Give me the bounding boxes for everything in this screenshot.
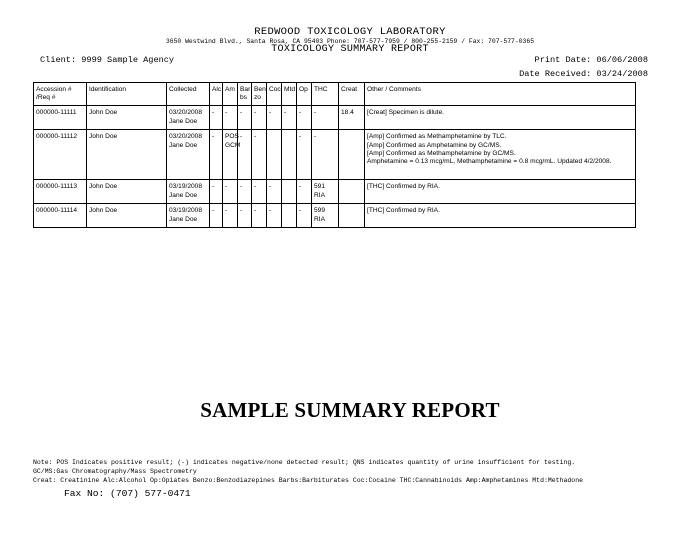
collected-cell [167, 180, 210, 204]
collected-date: 03/20/2008 [169, 109, 203, 117]
column-header: Ben zo [252, 83, 267, 106]
legend-note: GC/MS:Gas Chromatography/Mass Spectrometry [33, 468, 197, 475]
column-header: THC [312, 83, 339, 106]
comment-line: [Amp] Confirmed as Methamphetamine by TLC. [367, 133, 507, 141]
mtd-result: - [282, 106, 297, 130]
legend-note: Note: POS Indicates positive result; (-) indicates negative/none detected result; QNS indicates quantity of urine insufficient for testing. [33, 459, 576, 466]
comments-cell [365, 180, 636, 204]
table-row [34, 130, 636, 180]
client-name: Client: 9999 Sample Agency [40, 55, 175, 65]
lab-address: 3650 Westwind Blvd., Santa Rosa, CA 95403 Phone: 707-577-7959 / 800-255-2159 / Fax: 707-577-0365 [165, 38, 535, 45]
column-header: Mtd [282, 83, 297, 106]
collected-cell [167, 204, 210, 228]
legend-note: Creat: Creatinine Alc:Alcohol Op:Opiates Benzo:Benzodiazepines Barbs:Barbiturates Coc:Cocaine THC:Cannabinoids Amp:Amphetamines Mtd:Methadone [33, 477, 583, 484]
barbs-result: - [238, 106, 252, 130]
comment-line: [Amp] Confirmed as Amphetamine by GC/MS. [367, 141, 502, 149]
column-header: Alc [210, 83, 223, 106]
benzo-result: - [252, 106, 267, 130]
coc-result: - [267, 180, 282, 204]
op-result: - [297, 130, 312, 180]
collected-cell [167, 130, 210, 180]
table-row [34, 204, 636, 228]
column-header: Collected [167, 83, 210, 106]
am-result: - [223, 180, 238, 204]
collected-by: Jane Doe [169, 141, 198, 149]
comment-line: [THC] Confirmed by RIA. [367, 183, 440, 191]
barbs-result: - [238, 204, 252, 228]
identification-cell: John Doe [87, 204, 167, 228]
benzo-result: - [252, 204, 267, 228]
accession-cell: 000000-11111 [34, 106, 87, 130]
alc-result: - [210, 130, 223, 180]
comment-line: [THC] Confirmed by RIA. [367, 207, 440, 215]
accession-cell: 000000-11112 [34, 130, 87, 180]
am-result: - [223, 106, 238, 130]
thc-result: - [312, 130, 339, 180]
creat-result [339, 180, 365, 204]
collected-date: 03/20/2008 [169, 133, 203, 141]
lab-name: REDWOOD TOXICOLOGY LABORATORY [254, 26, 446, 38]
barbs-result: - [238, 180, 252, 204]
coc-result: - [267, 204, 282, 228]
table-row [34, 106, 636, 130]
date-received: Date Received: 03/24/2008 [519, 69, 648, 79]
collected-date: 03/19/2008 [169, 183, 203, 191]
column-header: Coc [267, 83, 282, 106]
op-result: - [297, 204, 312, 228]
collected-cell [167, 106, 210, 130]
table-row [34, 180, 636, 204]
comments-cell [365, 130, 636, 180]
table-header-row [34, 83, 636, 106]
collected-by: Jane Doe [169, 117, 198, 125]
collected-date: 03/19/2008 [169, 207, 203, 215]
op-result: - [297, 180, 312, 204]
comment-line: Amphetamine = 0.13 mcg/mL, Methamphetamine = 0.8 mcg/mL. Updated 4/2/2008. [367, 158, 612, 166]
comments-cell [365, 204, 636, 228]
thc-result: 591 RIA [312, 180, 339, 204]
column-header: Other / Comments [365, 83, 636, 106]
identification-cell: John Doe [87, 180, 167, 204]
creat-result [339, 204, 365, 228]
coc-result [267, 130, 282, 180]
alc-result: - [210, 180, 223, 204]
print-date: Print Date: 06/06/2008 [534, 55, 648, 65]
creat-result [339, 130, 365, 180]
benzo-result: - [252, 130, 267, 180]
benzo-result: - [252, 180, 267, 204]
comment-line: [Amp] Confirmed as Methamphetamine by GC/MS. [367, 149, 516, 157]
alc-result: - [210, 106, 223, 130]
thc-result: 599 RIA [312, 204, 339, 228]
creat-result: 18.4 [339, 106, 365, 130]
column-header: Accession # /Req # [34, 83, 87, 106]
am-result: POS GCM [223, 130, 238, 180]
results-table [33, 82, 636, 228]
collected-by: Jane Doe [169, 215, 198, 223]
identification-cell: John Doe [87, 106, 167, 130]
barbs-result: - [238, 130, 252, 180]
comments-cell [365, 106, 636, 130]
alc-result: - [210, 204, 223, 228]
mtd-result [282, 130, 297, 180]
am-result: - [223, 204, 238, 228]
mtd-result [282, 180, 297, 204]
sample-watermark: SAMPLE SUMMARY REPORT [200, 398, 500, 422]
op-result: - [297, 106, 312, 130]
column-header: Bar bs [238, 83, 252, 106]
column-header: Creat [339, 83, 365, 106]
column-header: Identification [87, 83, 167, 106]
accession-cell: 000000-11113 [34, 180, 87, 204]
identification-cell: John Doe [87, 130, 167, 180]
accession-cell: 000000-11114 [34, 204, 87, 228]
collected-by: Jane Doe [169, 191, 198, 199]
mtd-result [282, 204, 297, 228]
column-header: Am [223, 83, 238, 106]
thc-result: - [312, 106, 339, 130]
comment-line: [Creat] Specimen is dilute. [367, 109, 444, 117]
coc-result: - [267, 106, 282, 130]
column-header: Op [297, 83, 312, 106]
report-title: TOXICOLOGY SUMMARY REPORT [271, 44, 429, 55]
fax-number: Fax No: (707) 577-0471 [64, 488, 191, 499]
